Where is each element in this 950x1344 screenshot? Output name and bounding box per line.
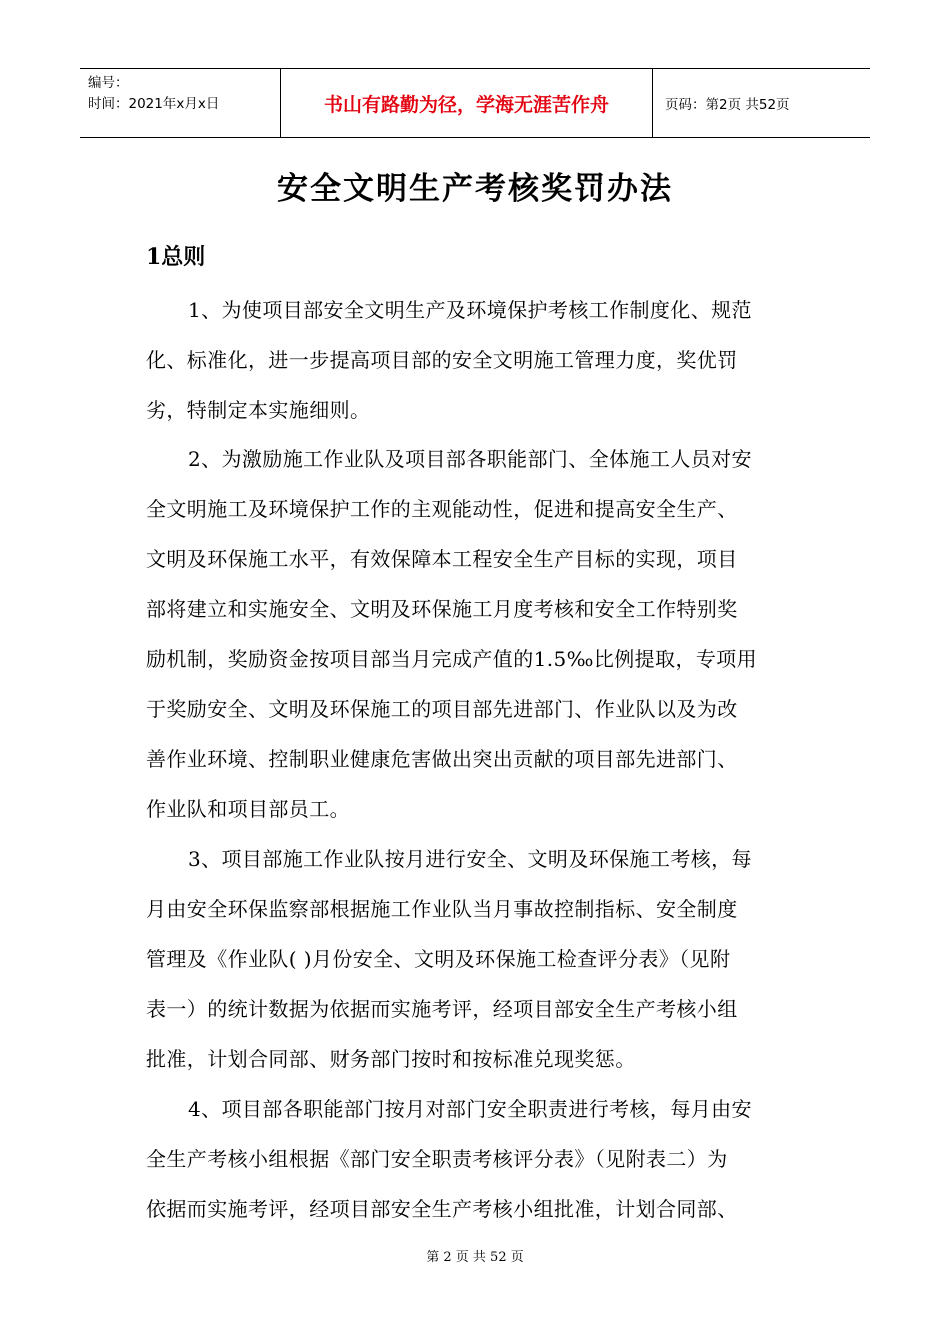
body-line: 依据而实施考评，经项目部安全生产考核小组批准，计划合同部、 (146, 1197, 738, 1221)
body-line: 表一）的统计数据为依据而实施考评，经项目部安全生产考核小组 (146, 997, 738, 1021)
body-line: 批准，计划合同部、财务部门按时和按标准兑现奖惩。 (146, 1047, 636, 1071)
body-line: 月由安全环保监察部根据施工作业队当月事故控制指标、安全制度 (146, 897, 738, 921)
body-line: 部将建立和实施安全、文明及环保施工月度考核和安全工作特别奖 (146, 597, 738, 621)
number-label: 编号： (88, 75, 129, 91)
body-line: 化、标准化，进一步提高项目部的安全文明施工管理力度，奖优罚 (146, 348, 738, 372)
body-line: 文明及环保施工水平，有效保障本工程安全生产目标的实现，项目 (146, 547, 738, 571)
page-header (80, 68, 870, 138)
body-line: 作业队和项目部员工。 (146, 797, 350, 821)
page-footer: 第 2 页 共 52 页 (426, 1250, 524, 1265)
body-line: 3、项目部施工作业队按月进行安全、文明及环保施工考核，每 (188, 847, 752, 871)
header-meta (80, 69, 280, 137)
body-line: 全生产考核小组根据《部门安全职责考核评分表》（见附表二）为 (146, 1147, 728, 1171)
header-page-info: 页码：第2页 共52页 (665, 97, 790, 113)
body-line: 励机制，奖励资金按项目部当月完成产值的1.5‰比例提取，专项用 (146, 647, 758, 671)
body-line: 2、为激励施工作业队及项目部各职能部门、全体施工人员对安 (188, 447, 752, 471)
section-heading: 1总则 (146, 244, 206, 270)
body-line: 管理及《作业队( )月份安全、文明及环保施工检查评分表》（见附 (146, 947, 731, 971)
time-label: 时间：2021年x月x日 (88, 96, 220, 112)
body-line: 全文明施工及环境保护工作的主观能动性，促进和提高安全生产、 (146, 497, 738, 521)
body-line: 劣，特制定本实施细则。 (146, 398, 371, 422)
body-line: 4、项目部各职能部门按月对部门安全职责进行考核，每月由安 (188, 1097, 752, 1121)
body-line: 于奖励安全、文明及环保施工的项目部先进部门、作业队以及为改 (146, 697, 738, 721)
body-line: 1、为使项目部安全文明生产及环境保护考核工作制度化、规范 (188, 298, 752, 322)
header-motto: 书山有路勤为径，学海无涯苦作舟 (280, 69, 653, 137)
document-title: 安全文明生产考核奖罚办法 (277, 171, 673, 207)
body-line: 善作业环境、控制职业健康危害做出突出贡献的项目部先进部门、 (146, 747, 738, 771)
